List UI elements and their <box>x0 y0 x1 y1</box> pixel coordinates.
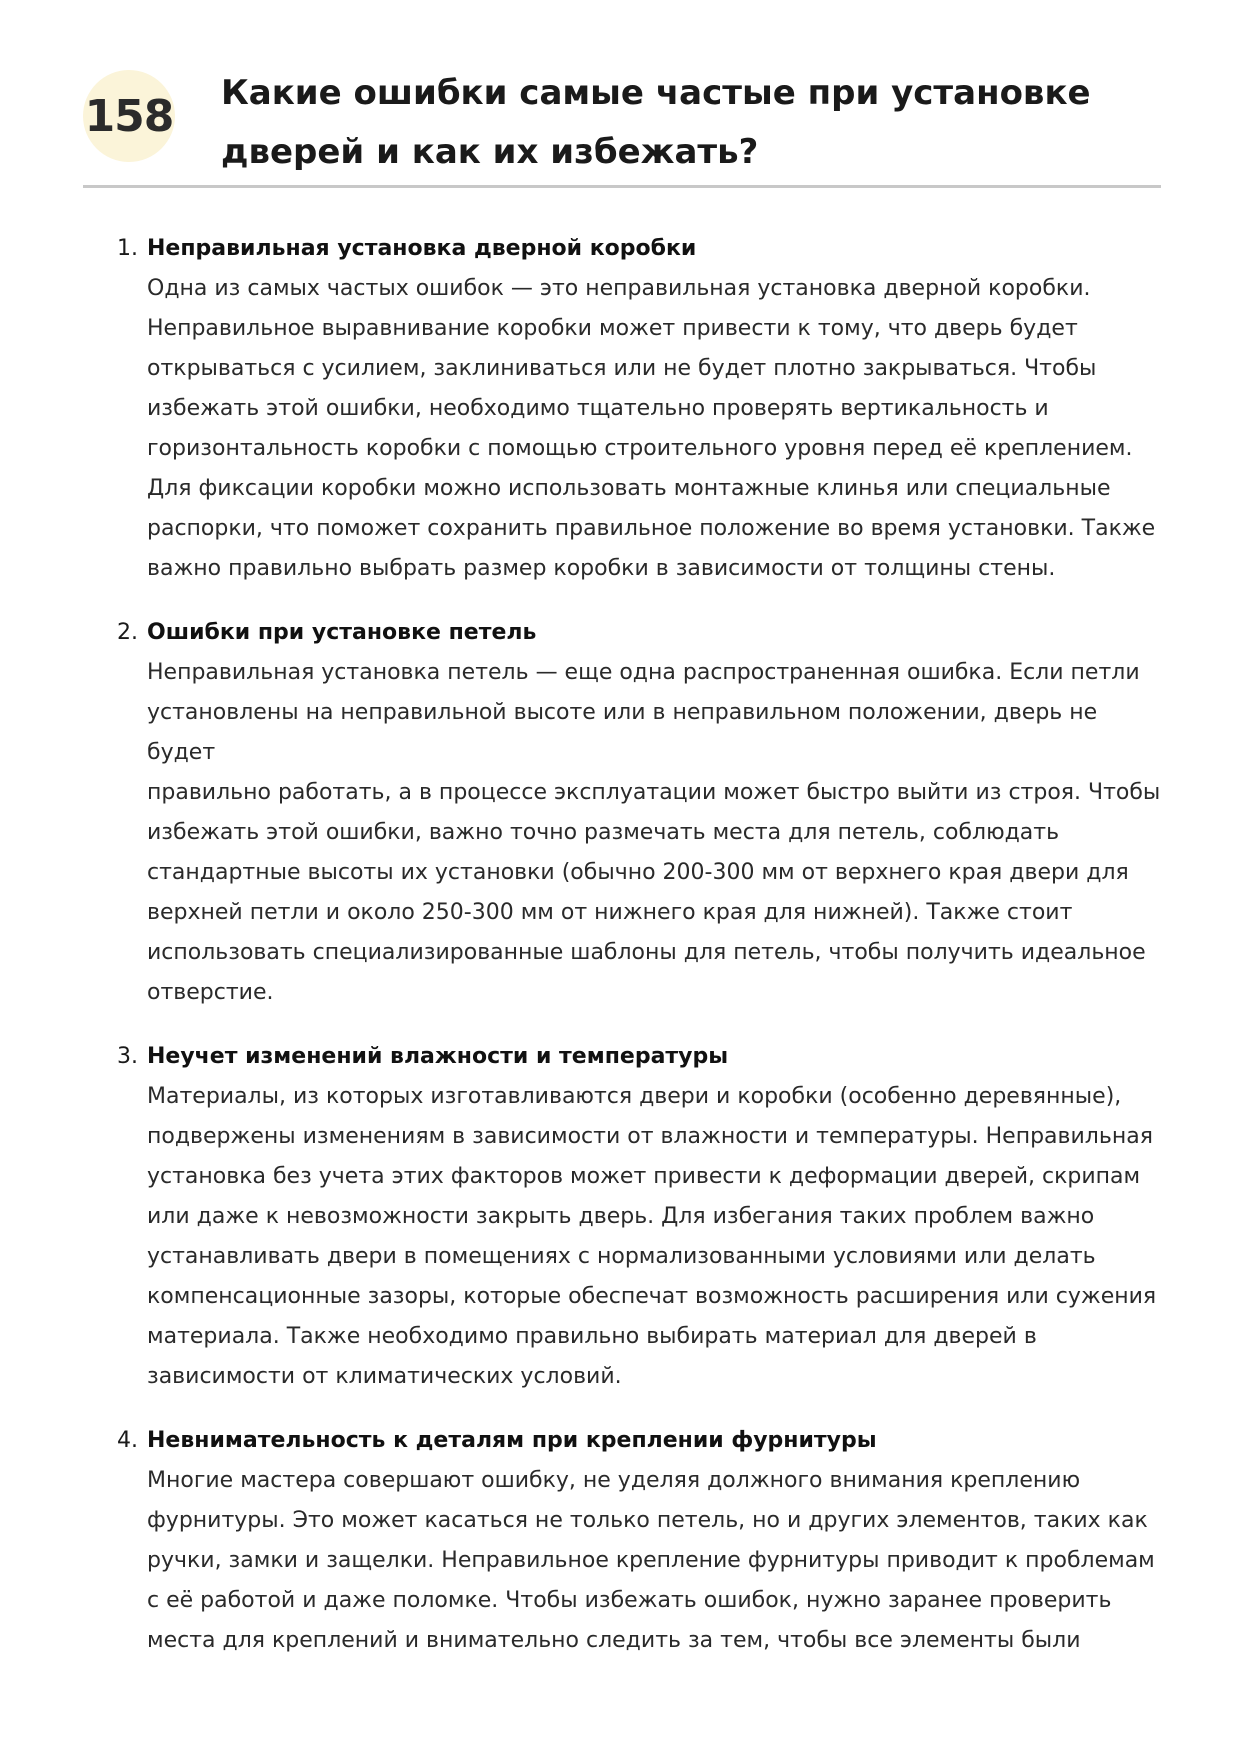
text-line: подвержены изменениям в зависимости от влажности и температуры. Неправильная <box>147 1124 1153 1149</box>
list-item-title: Неучет изменений влажности и температуры <box>147 1044 729 1069</box>
page-number-badge: 158 <box>83 70 175 162</box>
text-line: стандартные высоты их установки (обычно 200-300 мм от верхнего края двери для <box>147 860 1129 885</box>
text-line: установлены на неправильной высоте или в неправильном положении, дверь не будет <box>147 700 1098 765</box>
list-item-body <box>147 613 1162 1013</box>
list-item-1 <box>117 229 1162 589</box>
text-line: устанавливать двери в помещениях с нормализованными условиями или делать <box>147 1244 1096 1269</box>
text-line: фурнитуры. Это может касаться не только петель, но и других элементов, таких как <box>147 1508 1148 1533</box>
list-item-title: Ошибки при установке петель <box>147 620 537 645</box>
list-item-number: 4. <box>117 1428 138 1453</box>
list-item-text <box>147 1077 1162 1397</box>
list-item-text <box>147 1461 1162 1661</box>
text-line: материала. Также необходимо правильно выбирать материал для дверей в <box>147 1324 1037 1349</box>
text-line: правильно работать, а в процессе эксплуатации может быстро выйти из строя. Чтобы <box>147 780 1161 805</box>
text-line: Одна из самых частых ошибок — это неправильная установка дверной коробки. <box>147 276 1091 301</box>
list-item-number: 2. <box>117 620 138 645</box>
text-line: компенсационные зазоры, которые обеспечат возможность расширения или сужения <box>147 1284 1157 1309</box>
text-line: места для креплений и внимательно следить за тем, чтобы все элементы были <box>147 1628 1081 1653</box>
text-line: с её работой и даже поломке. Чтобы избежать ошибок, нужно заранее проверить <box>147 1588 1112 1613</box>
text-line: Для фиксации коробки можно использовать монтажные клинья или специальные <box>147 476 1111 501</box>
list-item-number: 1. <box>117 236 138 261</box>
list-item-body <box>147 1037 1162 1397</box>
page-title-line-2: дверей и как их избежать? <box>221 132 759 172</box>
text-line: Неправильное выравнивание коробки может привести к тому, что дверь будет <box>147 316 1078 341</box>
text-line: зависимости от климатических условий. <box>147 1364 622 1389</box>
page-header <box>83 60 1161 188</box>
text-line: использовать специализированные шаблоны для петель, чтобы получить идеальное <box>147 940 1146 965</box>
numbered-list <box>117 229 1162 1685</box>
text-line: избежать этой ошибки, важно точно размечать места для петель, соблюдать <box>147 820 1060 845</box>
list-item-number: 3. <box>117 1044 138 1069</box>
text-line: Многие мастера совершают ошибку, не уделяя должного внимания креплению <box>147 1468 1081 1493</box>
text-line: отверстие. <box>147 980 274 1005</box>
text-line: или даже к невозможности закрыть дверь. Для избегания таких проблем важно <box>147 1204 1095 1229</box>
text-line: горизонтальность коробки с помощью строительного уровня перед её креплением. <box>147 436 1133 461</box>
list-item-2 <box>117 613 1162 1013</box>
text-line: верхней петли и около 250-300 мм от нижнего края для нижней). Также стоит <box>147 900 1073 925</box>
text-line: открываться с усилием, заклиниваться или не будет плотно закрываться. Чтобы <box>147 356 1097 381</box>
text-line: Неправильная установка петель — еще одна распространенная ошибка. Если петли <box>147 660 1140 685</box>
page-title-line-1: Какие ошибки самые частые при установке <box>221 73 1091 113</box>
text-line: избежать этой ошибки, необходимо тщательно проверять вертикальность и <box>147 396 1049 421</box>
list-item-text <box>147 269 1162 589</box>
list-item-4 <box>117 1421 1162 1661</box>
text-line: распорки, что поможет сохранить правильное положение во время установки. Также <box>147 516 1156 541</box>
text-line: важно правильно выбрать размер коробки в зависимости от толщины стены. <box>147 556 1056 581</box>
text-line: установка без учета этих факторов может привести к деформации дверей, скрипам <box>147 1164 1141 1189</box>
list-item-title: Невнимательность к деталям при креплении фурнитуры <box>147 1428 877 1453</box>
page-title <box>221 64 1141 182</box>
list-item-title: Неправильная установка дверной коробки <box>147 236 697 261</box>
text-line: Материалы, из которых изготавливаются двери и коробки (особенно деревянные), <box>147 1084 1122 1109</box>
text-line: ручки, замки и защелки. Неправильное крепление фурнитуры приводит к проблемам <box>147 1548 1155 1573</box>
list-item-body <box>147 229 1162 589</box>
list-item-body <box>147 1421 1162 1661</box>
list-item-text <box>147 653 1162 1013</box>
list-item-3 <box>117 1037 1162 1397</box>
